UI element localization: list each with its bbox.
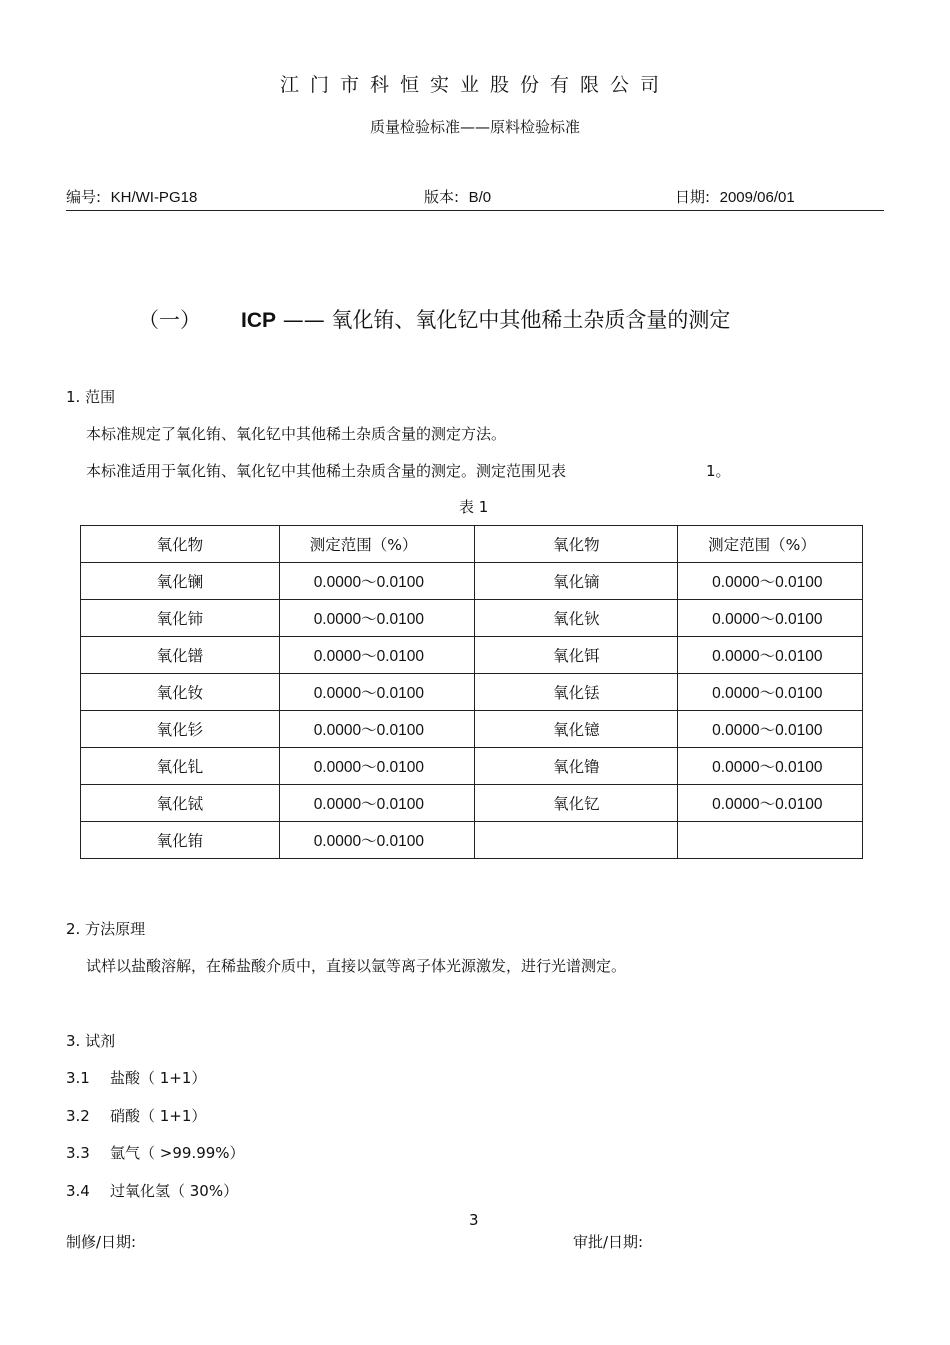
oxide-name-cell: 氧化钬 <box>475 600 678 637</box>
oxide-name-cell: 氧化铥 <box>475 674 678 711</box>
code-label: 编号: <box>66 188 102 206</box>
document-date <box>675 186 795 207</box>
document-subtitle: 质量检验标准——原料检验标准 <box>369 118 580 136</box>
table-header-row <box>81 526 863 563</box>
range-value-cell: 0.0000～0.0100 <box>678 600 863 637</box>
oxide-name-cell: 氧化铒 <box>475 637 678 674</box>
range-value-cell: 0.0000～0.0100 <box>279 711 475 748</box>
reagent-item <box>66 1105 206 1126</box>
section2-paragraph: 试样以盐酸溶解，在稀盐酸介质中，直接以氩等离子体光源激发，进行光谱测定。 <box>86 957 627 975</box>
reagent-text: 硝酸（ 1+1） <box>110 1107 207 1125</box>
oxide-name-cell: 氧化镥 <box>475 748 678 785</box>
table-row <box>81 600 863 637</box>
reagent-number: 3.3 <box>66 1144 90 1162</box>
oxide-range-table <box>80 525 863 859</box>
oxide-name-cell: 氧化镝 <box>475 563 678 600</box>
table-row <box>81 637 863 674</box>
range-value-cell: 0.0000～0.0100 <box>678 563 863 600</box>
range-value-cell: 0.0000～0.0100 <box>678 637 863 674</box>
table-header-cell: 氧化物 <box>81 526 280 563</box>
section2-heading: 2. 方法原理 <box>66 920 146 938</box>
date-label: 日期: <box>675 188 711 206</box>
date-value: 2009/06/01 <box>719 189 795 206</box>
oxide-name-cell: 氧化钕 <box>81 674 280 711</box>
footer-maker-date: 制修/日期: <box>66 1233 137 1251</box>
reagent-number: 3.2 <box>66 1107 90 1125</box>
document-version <box>424 186 491 207</box>
section1-paragraph-2: 本标准适用于氧化铕、氧化钇中其他稀土杂质含量的测定。测定范围见表 <box>86 462 567 480</box>
oxide-name-cell: 氧化镨 <box>81 637 280 674</box>
reagent-text: 氩气（ >99.99%） <box>110 1144 245 1162</box>
code-value: KH/WI-PG18 <box>110 189 198 206</box>
oxide-name-cell <box>475 822 678 859</box>
table-row <box>81 785 863 822</box>
range-value-cell: 0.0000～0.0100 <box>279 748 475 785</box>
range-value-cell: 0.0000～0.0100 <box>678 748 863 785</box>
version-label: 版本: <box>424 188 460 206</box>
title-icp: ICP <box>241 309 277 332</box>
title-text: 氧化铕、氧化钇中其他稀土杂质含量的测定 <box>331 308 731 332</box>
document-code <box>66 186 197 207</box>
reagent-item <box>66 1180 238 1201</box>
table-row <box>81 674 863 711</box>
company-name: 江门市科恒实业股份有限公司 <box>279 74 670 96</box>
table-header-cell: 测定范围（%） <box>279 526 475 563</box>
section1-heading: 1. 范围 <box>66 388 116 406</box>
reagent-text: 盐酸（ 1+1） <box>110 1069 207 1087</box>
oxide-name-cell: 氧化钐 <box>81 711 280 748</box>
footer-approver-date: 审批/日期: <box>573 1233 644 1251</box>
oxide-name-cell: 氧化镱 <box>475 711 678 748</box>
section3-heading: 3. 试剂 <box>66 1032 116 1050</box>
table-row <box>81 822 863 859</box>
oxide-name-cell: 氧化铈 <box>81 600 280 637</box>
range-value-cell: 0.0000～0.0100 <box>678 711 863 748</box>
table-header-cell: 氧化物 <box>475 526 678 563</box>
table-row <box>81 563 863 600</box>
range-value-cell: 0.0000～0.0100 <box>678 674 863 711</box>
table-row <box>81 748 863 785</box>
range-value-cell <box>678 822 863 859</box>
range-value-cell: 0.0000～0.0100 <box>279 674 475 711</box>
oxide-name-cell: 氧化钆 <box>81 748 280 785</box>
table-caption: 表 1 <box>459 498 489 516</box>
reagent-item <box>66 1067 206 1088</box>
range-value-cell: 0.0000～0.0100 <box>279 785 475 822</box>
oxide-name-cell: 氧化铕 <box>81 822 280 859</box>
range-value-cell: 0.0000～0.0100 <box>279 600 475 637</box>
range-value-cell: 0.0000～0.0100 <box>279 637 475 674</box>
header-divider <box>66 210 884 211</box>
section-number: （一） <box>138 308 201 332</box>
section-title <box>241 304 730 334</box>
reagent-number: 3.1 <box>66 1069 90 1087</box>
section1-paragraph-1: 本标准规定了氧化铕、氧化钇中其他稀土杂质含量的测定方法。 <box>86 425 507 443</box>
reagent-text: 过氧化氢（ 30%） <box>110 1182 239 1200</box>
oxide-name-cell: 氧化镧 <box>81 563 280 600</box>
reagent-number: 3.4 <box>66 1182 90 1200</box>
page-number: 3 <box>469 1211 479 1229</box>
section1-table-ref: 1。 <box>706 462 731 480</box>
title-dash: —— <box>282 308 325 332</box>
table-row <box>81 711 863 748</box>
oxide-name-cell: 氧化铽 <box>81 785 280 822</box>
range-value-cell: 0.0000～0.0100 <box>279 563 475 600</box>
range-value-cell: 0.0000～0.0100 <box>678 785 863 822</box>
version-value: B/0 <box>468 189 492 206</box>
oxide-name-cell: 氧化钇 <box>475 785 678 822</box>
range-value-cell: 0.0000～0.0100 <box>279 822 475 859</box>
table-header-cell: 测定范围（%） <box>678 526 863 563</box>
reagent-item <box>66 1142 245 1163</box>
